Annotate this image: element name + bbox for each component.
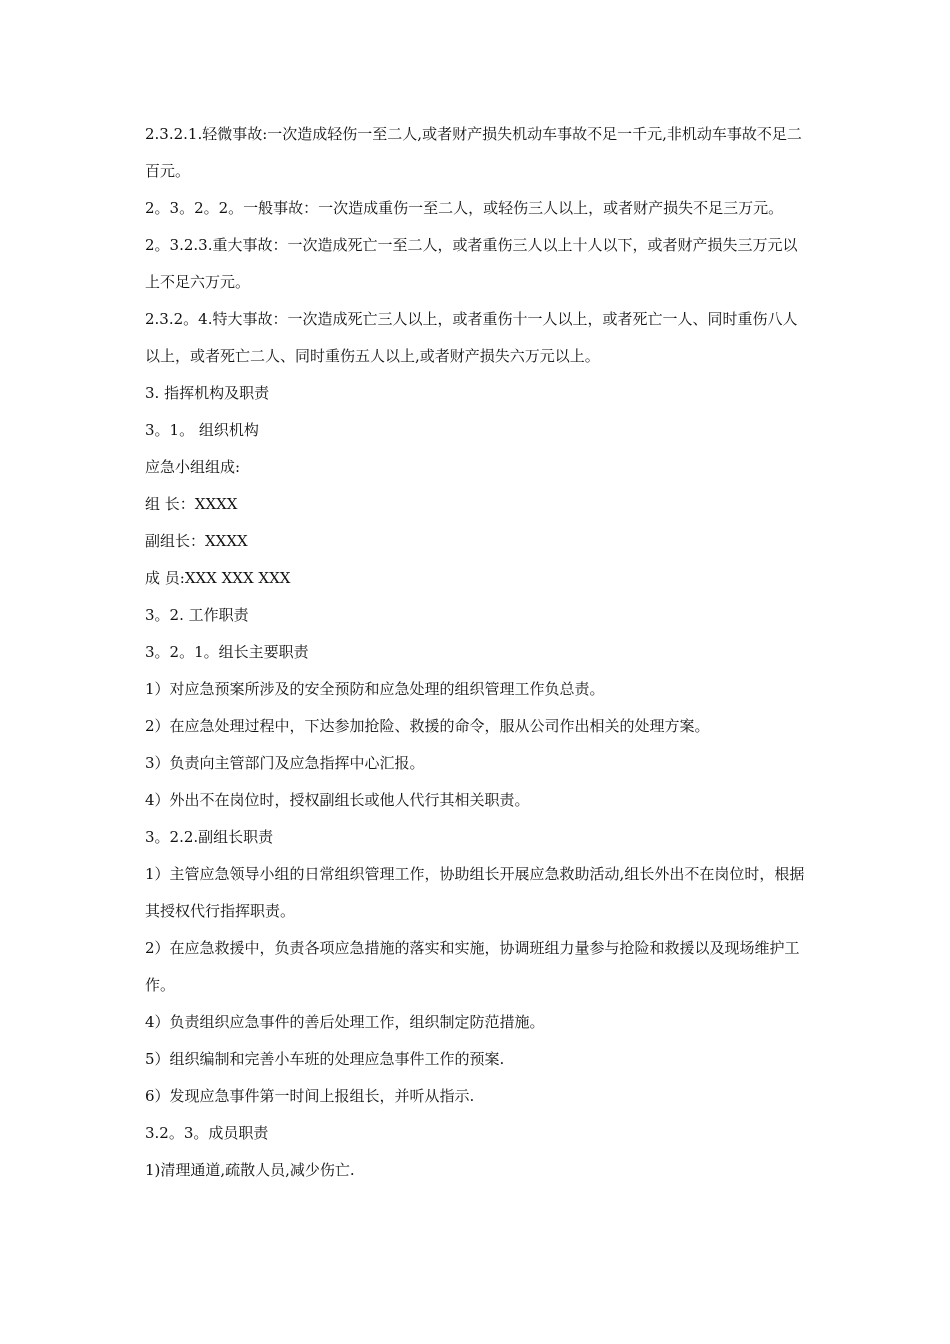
list-item: 2）在应急处理过程中，下达参加抢险、救援的命令，服从公司作出相关的处理方案。	[145, 717, 710, 735]
list-item: 4）外出不在岗位时，授权副组长或他人代行其相关职责。	[145, 791, 530, 809]
heading-member-duties: 3.2。3。成员职责	[145, 1124, 269, 1142]
members-line: 成 员:XXX XXX XXX	[145, 569, 291, 587]
list-item: 1）对应急预案所涉及的安全预防和应急处理的组织管理工作负总责。	[145, 680, 605, 698]
heading-leader-duties: 3。2。1。组长主要职责	[145, 643, 309, 661]
team-composition-label: 应急小组组成:	[145, 458, 241, 476]
list-item: 3）负责向主管部门及应急指挥中心汇报。	[145, 754, 425, 772]
list-item: 6）发现应急事件第一时间上报组长，并听从指示.	[145, 1087, 475, 1105]
section-heading-command: 3. 指挥机构及职责	[145, 384, 270, 402]
heading-deputy-duties: 3。2.2.副组长职责	[145, 828, 274, 846]
paragraph-major-accident: 2。3.2.3.重大事故：一次造成死亡一至二人，或者重伤三人以上十人以下，或者财产损失三万元以上不足六万元。	[145, 236, 798, 291]
team-leader-line: 组 长：XXXX	[145, 495, 238, 513]
document-body	[145, 116, 810, 1189]
list-item: 2）在应急救援中，负责各项应急措施的落实和实施，协调班组力量参与抢险和救援以及现场维护工作。	[145, 939, 800, 994]
deputy-leader-line: 副组长：XXXX	[145, 532, 248, 550]
paragraph-general-accident: 2。3。2。2。一般事故：一次造成重伤一至二人，或轻伤三人以上，或者财产损失不足三万元。	[145, 199, 784, 217]
list-item: 4）负责组织应急事件的善后处理工作，组织制定防范措施。	[145, 1013, 545, 1031]
list-item: 1）主管应急领导小组的日常组织管理工作，协助组长开展应急救助活动,组长外出不在岗位时，根据其授权代行指挥职责。	[145, 865, 805, 920]
list-item: 5）组织编制和完善小车班的处理应急事件工作的预案.	[145, 1050, 505, 1068]
subsection-heading-duties: 3。2. 工作职责	[145, 606, 249, 624]
list-item: 1)清理通道,疏散人员,减少伤亡.	[145, 1161, 355, 1179]
paragraph-extraordinary-accident: 2.3.2。4.特大事故：一次造成死亡三人以上，或者重伤十一人以上，或者死亡一人、同时重伤八人以上，或者死亡二人、同时重伤五人以上,或者财产损失六万元以上。	[145, 310, 798, 365]
paragraph-minor-accident: 2.3.2.1.轻微事故:一次造成轻伤一至二人,或者财产损失机动车事故不足一千元,非机动车事故不足二百元。	[145, 125, 802, 180]
subsection-heading-organization: 3。1。 组织机构	[145, 421, 259, 439]
